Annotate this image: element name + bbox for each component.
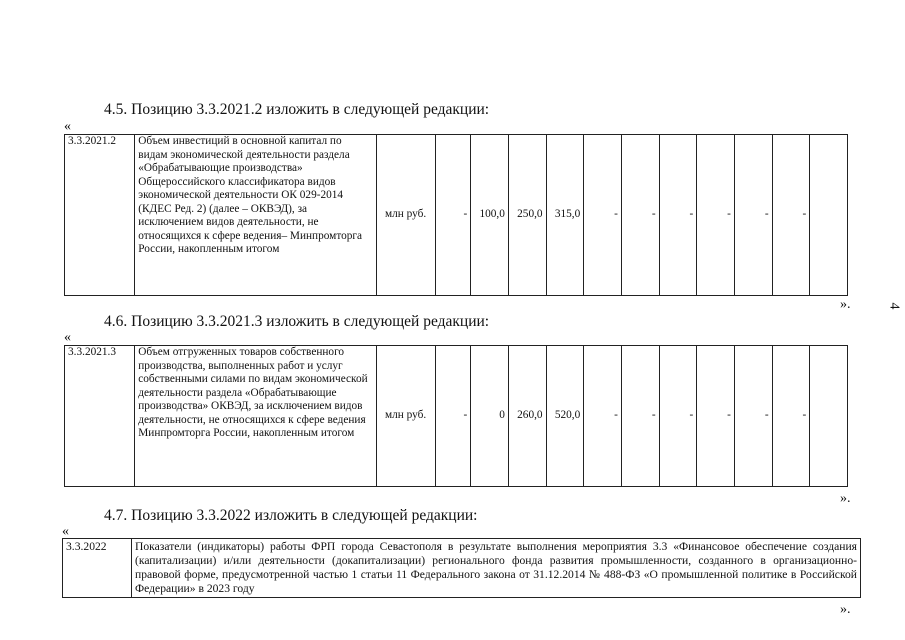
value-cell: - bbox=[584, 135, 622, 296]
table-row bbox=[65, 135, 848, 296]
section-heading-4-7: 4.7. Позицию 3.3.2022 изложить в следующей редакции: bbox=[104, 507, 478, 524]
open-quote: « bbox=[62, 524, 69, 539]
section-heading-4-5: 4.5. Позицию 3.3.2021.2 изложить в следующей редакции: bbox=[104, 101, 490, 118]
value-cell: - bbox=[621, 346, 659, 487]
table-row bbox=[63, 539, 861, 598]
position-code: 3.3.2021.3 bbox=[65, 346, 135, 487]
position-code: 3.3.2021.2 bbox=[65, 135, 135, 296]
section-heading-4-6: 4.6. Позицию 3.3.2021.3 изложить в следующей редакции: bbox=[104, 313, 490, 330]
value-cell: - bbox=[772, 135, 810, 296]
value-cell: - bbox=[697, 135, 735, 296]
value-cell: 260,0 bbox=[508, 346, 546, 487]
value-cell: - bbox=[697, 346, 735, 487]
indicator-description: Объем инвестиций в основной капитал по видам экономической деятельности раздела «Обрабатывающие производства» Общероссийского классификатора видов экономической деятельности ОК 029-2014 (КДЕС Ред. 2) (далее – ОКВЭД), за исключением видов деятельности, не относящихся к сфере ведения– Минпромторга России, накопленным итогом bbox=[135, 135, 376, 296]
value-cell: - bbox=[435, 135, 471, 296]
table-3-3-2021-2 bbox=[64, 134, 848, 296]
value-cell: - bbox=[772, 346, 810, 487]
unit-cell: млн руб. bbox=[376, 346, 435, 487]
table-3-3-2022 bbox=[62, 538, 861, 598]
indicator-description: Объем отгруженных товаров собственного производства, выполненных работ и услуг собственными силами по видам экономической деятельности раздела «Обрабатывающие производства» ОКВЭД, за исключением видов деятельности, не относящихся к сфере ведения Минпромторга России, накопленным итогом bbox=[135, 346, 376, 487]
close-quote: ». bbox=[840, 602, 851, 617]
value-cell: - bbox=[659, 346, 697, 487]
value-cell: - bbox=[734, 135, 772, 296]
value-cell: 0 bbox=[471, 346, 509, 487]
close-quote: ». bbox=[840, 491, 851, 506]
value-cell: 250,0 bbox=[508, 135, 546, 296]
open-quote: « bbox=[64, 330, 71, 345]
open-quote: « bbox=[64, 119, 71, 134]
table-3-3-2021-3 bbox=[64, 345, 848, 487]
value-cell: - bbox=[621, 135, 659, 296]
table-row bbox=[65, 346, 848, 487]
value-cell bbox=[810, 346, 848, 487]
unit-cell: млн руб. bbox=[376, 135, 435, 296]
page-number: 4 bbox=[886, 302, 902, 310]
value-cell bbox=[810, 135, 848, 296]
value-cell: - bbox=[584, 346, 622, 487]
value-cell: - bbox=[435, 346, 471, 487]
value-cell: 100,0 bbox=[471, 135, 509, 296]
value-cell: - bbox=[659, 135, 697, 296]
close-quote: ». bbox=[840, 297, 851, 312]
indicator-description: Показатели (индикаторы) работы ФРП города Севастополя в результате выполнения мероприятия 3.3 «Финансовое обеспечение создания (капитализации) и/или деятельности (докапитализации) регионального фонда развития промышленности, созданного в организационно-правовой форме, предусмотренной частью 1 статьи 11 Федерального закона от 31.12.2014 № 488-ФЗ «О промышленной политике в Российской Федерации» в 2023 году bbox=[132, 539, 861, 598]
value-cell: - bbox=[734, 346, 772, 487]
value-cell: 315,0 bbox=[546, 135, 584, 296]
value-cell: 520,0 bbox=[546, 346, 584, 487]
position-code: 3.3.2022 bbox=[63, 539, 132, 598]
